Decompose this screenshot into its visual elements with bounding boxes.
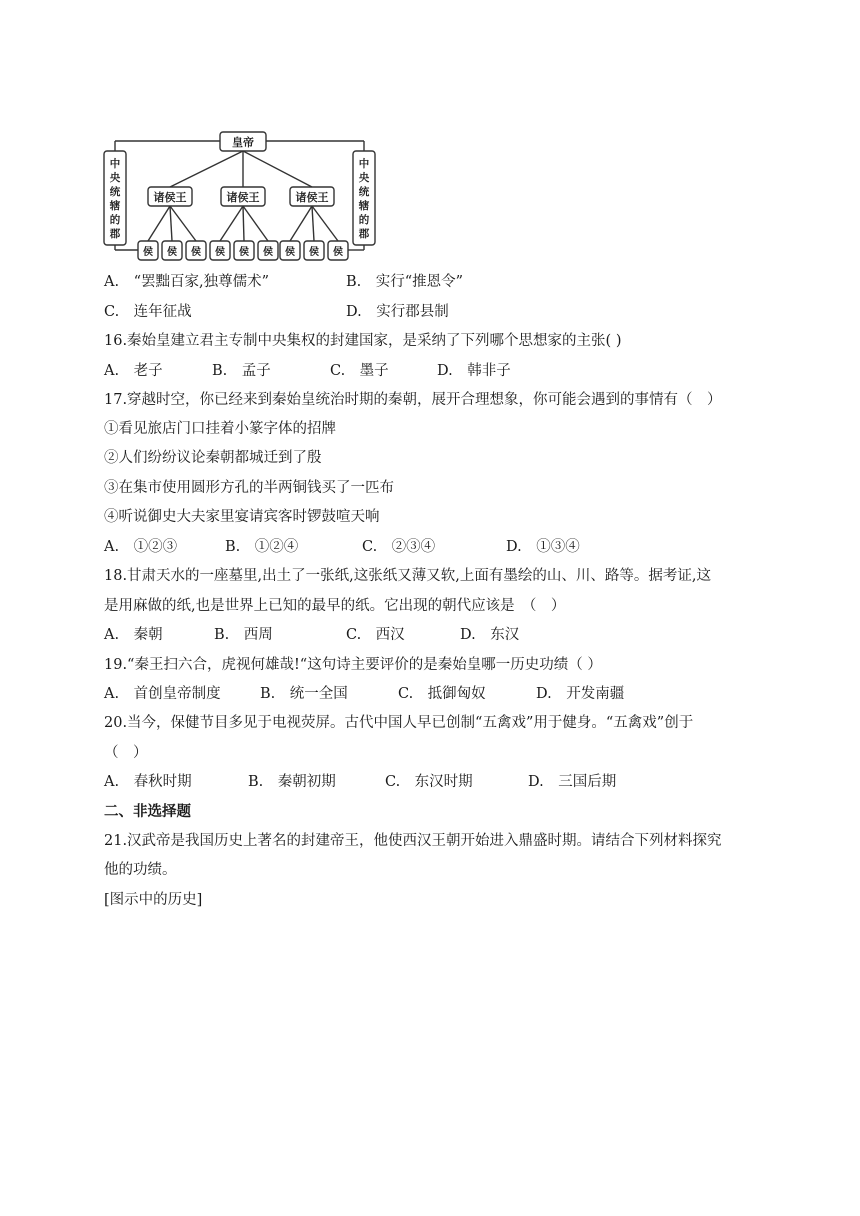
option-d[interactable]: D. ①③④ [506, 539, 580, 555]
question-20-stem-line2: （ ） [104, 745, 148, 761]
side-label-char: 郡 [358, 228, 370, 240]
option-b[interactable]: B. 西周 [214, 627, 273, 643]
q17-item: ②人们纷纷议论秦朝都城迁到了殷 [104, 450, 322, 466]
side-label-char: 郡 [109, 228, 121, 240]
q17-item: ③在集市使用圆形方孔的半两铜钱买了一匹布 [104, 480, 394, 496]
marquis-label: 侯 [309, 247, 319, 258]
king-label: 诸侯王 [226, 191, 260, 204]
question-21-subheading: [图示中的历史] [104, 892, 203, 908]
side-label-char: 中 [109, 158, 121, 170]
marquis-label: 侯 [167, 247, 177, 258]
side-label-char: 辖 [109, 200, 121, 212]
option-c[interactable]: C. 墨子 [330, 363, 389, 379]
option-b[interactable]: B. 实行“推恩令” [346, 274, 464, 290]
option-a[interactable]: A. 春秋时期 [104, 774, 192, 790]
question-18-stem-line1: 18.甘肃天水的一座墓里,出土了一张纸,这张纸又薄又软,上面有墨绘的山、川、路等。据考证,这 [104, 568, 711, 584]
marquis-label: 侯 [215, 247, 225, 258]
side-label-char: 的 [109, 214, 121, 226]
marquis-label: 侯 [239, 247, 249, 258]
option-b[interactable]: B. 统一全国 [260, 686, 348, 702]
option-c[interactable]: C. 抵御匈奴 [398, 686, 486, 702]
option-c[interactable]: C. ②③④ [362, 539, 436, 555]
marquis-label: 侯 [333, 247, 343, 258]
option-d[interactable]: D. 韩非子 [437, 363, 511, 379]
question-21-stem-line1: 21.汉武帝是我国历史上著名的封建帝王，他使西汉王朝开始进入鼎盛时期。请结合下列材料探究 [104, 833, 722, 849]
king-label: 诸侯王 [295, 191, 329, 204]
option-c[interactable]: C. 连年征战 [104, 304, 192, 320]
marquis-label: 侯 [263, 247, 273, 258]
option-c[interactable]: C. 东汉时期 [385, 774, 473, 790]
option-b[interactable]: B. ①②④ [225, 539, 299, 555]
question-20-stem-line1: 20.当今，保健节目多见于电视荧屏。古代中国人早已创制“五禽戏”用于健身。“五禽戏”创于 [104, 715, 694, 731]
hierarchy-diagram [100, 127, 375, 258]
option-d[interactable]: D. 实行郡县制 [346, 304, 449, 320]
option-c[interactable]: C. 西汉 [346, 627, 405, 643]
option-a[interactable]: A. “罢黜百家,独尊儒术” [104, 274, 270, 290]
question-21-stem-line2: 他的功绩。 [104, 862, 177, 878]
side-label-char: 中 [358, 158, 370, 170]
emperor-label: 皇帝 [232, 136, 254, 149]
side-label-char: 统 [358, 186, 370, 198]
side-label-char: 央 [109, 172, 121, 184]
option-d[interactable]: D. 三国后期 [528, 774, 617, 790]
question-16-stem: 16.秦始皇建立君主专制中央集权的封建国家，是采纳了下列哪个思想家的主张( ) [104, 333, 622, 349]
question-19-stem: 19.“秦王扫六合，虎视何雄哉!“这句诗主要评价的是秦始皇哪一历史功绩（ ） [104, 657, 602, 673]
option-b[interactable]: B. 孟子 [212, 363, 271, 379]
section-heading: 二、非选择题 [104, 803, 191, 820]
option-a[interactable]: A. 老子 [104, 363, 163, 379]
option-a[interactable]: A. ①②③ [104, 539, 178, 555]
king-label: 诸侯王 [153, 191, 187, 204]
option-a[interactable]: A. 秦朝 [104, 627, 163, 643]
q17-item: ①看见旅店门口挂着小篆字体的招牌 [104, 421, 336, 437]
side-label-char: 统 [109, 186, 121, 198]
option-d[interactable]: D. 东汉 [460, 627, 520, 643]
marquis-label: 侯 [285, 247, 295, 258]
option-b[interactable]: B. 秦朝初期 [248, 774, 336, 790]
marquis-label: 侯 [191, 247, 201, 258]
option-a[interactable]: A. 首创皇帝制度 [104, 686, 221, 702]
question-17-stem: 17.穿越时空，你已经来到秦始皇统治时期的秦朝，展开合理想象，你可能会遇到的事情有（ ） [104, 392, 722, 408]
option-d[interactable]: D. 开发南疆 [536, 686, 625, 702]
q17-item: ④听说御史大夫家里宴请宾客时锣鼓喧天响 [104, 509, 380, 525]
side-label-char: 央 [358, 172, 370, 184]
marquis-label: 侯 [143, 247, 153, 258]
side-label-char: 的 [358, 214, 370, 226]
question-18-stem-line2: 是用麻做的纸,也是世界上已知的最早的纸。它出现的朝代应该是 （ ） [104, 598, 566, 614]
side-label-char: 辖 [358, 200, 370, 212]
